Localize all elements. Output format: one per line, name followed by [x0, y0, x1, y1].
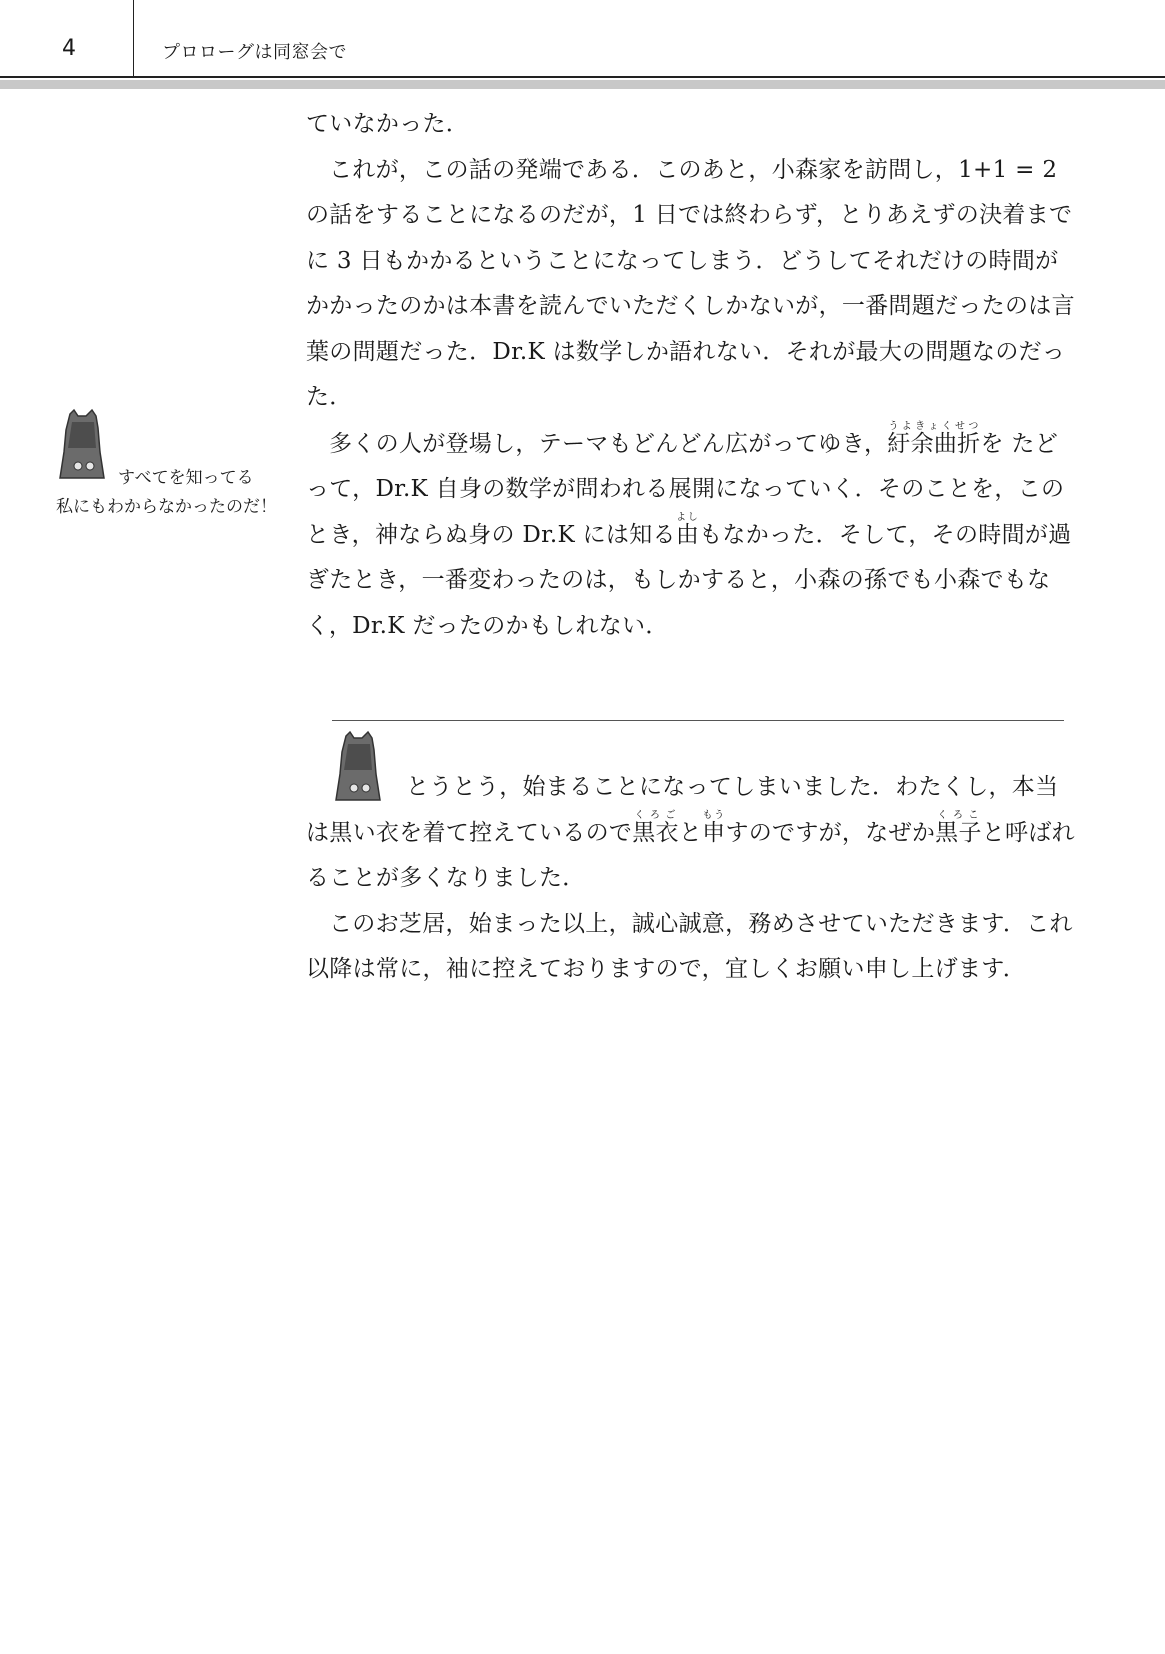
ruby-base: 由 [675, 521, 700, 548]
page-header [0, 0, 1165, 92]
ruby-reading: うよきょくせつ [887, 420, 981, 432]
header-rule [0, 76, 1165, 78]
kuroko-figure-icon [56, 408, 108, 482]
ruby-base: 申 [702, 819, 726, 846]
paragraph-1: これが，この話の発端である．このあと，小森家を訪問し，1+1 = 2 の話をすることになるのだが，1 日では終わらず，とりあえずの決着までに 3 日もかかるということになってしまう．どうしてそれだけの時間がかかったのかは本書を読んでいただくしかないが，一番問題だったのは言葉の問題だった．Dr.K は数学しか語れない．それが最大の問題なのだった． [306, 156, 1075, 410]
paragraph-2-part-c: もなかった．そして，その時間が過ぎたとき，一番変わったのは，もしかすると，小森の孫でも小森でもなく，Dr.K だったのかもしれない． [306, 521, 1072, 639]
ruby-reading: くろこ [935, 809, 982, 821]
ruby-reading: もう [702, 809, 726, 821]
ruby-mou [702, 809, 726, 846]
ruby-kuroko [935, 809, 982, 846]
kuroko-p1-part-a: とうとう，始まることになってしまいました．わたくし，本当は黒い衣を着て控えているので [306, 774, 1059, 846]
page-number: 4 [62, 36, 76, 61]
kuroko-paragraph-2: このお芝居，始まった以上，誠心誠意，務めさせていただきます．これ以降は常に，袖に控えておりますので，宜しくお願い申し上げます． [306, 910, 1073, 982]
ruby-base: 紆余曲折 [887, 430, 981, 457]
header-divider [133, 0, 134, 77]
paragraph-continuation: ていなかった． [306, 111, 470, 137]
ruby-reading: くろご [632, 809, 679, 821]
paragraph-2-part-a: 多くの人が登場し，テーマもどんどん広がってゆき， [329, 430, 888, 457]
kuroko-p1-part-c: すのですが，なぜか [725, 819, 936, 846]
running-title: プロローグは同窓会で [162, 42, 347, 63]
kuroko-paragraph-1 [306, 765, 1076, 902]
kuroko-section [306, 765, 1076, 993]
paragraph-2 [306, 421, 1076, 650]
paragraph-2-part-b: を たどって，Dr.K 自身の数学が問われる展開になっていく．そのことを，このとき，神ならぬ身の Dr.K には知る [306, 430, 1065, 548]
margin-note-rest: 私にもわからなかったのだ！ [56, 497, 277, 517]
margin-note [56, 408, 286, 522]
ruby-kurogo [632, 809, 679, 846]
section-separator [332, 720, 1064, 721]
main-text [306, 102, 1076, 649]
kuroko-p1-part-d: と呼ばれることが多くなりました． [306, 819, 1075, 891]
ruby-uyokyokusetsu [887, 420, 981, 457]
margin-note-line1: すべてを知ってる [118, 468, 254, 488]
ruby-base: 黒衣 [632, 819, 679, 846]
kuroko-p1-part-b: と [678, 819, 703, 846]
ruby-base: 黒子 [935, 819, 982, 846]
ruby-reading: よし [675, 511, 700, 523]
ruby-yoshi [675, 511, 700, 548]
header-shade-bar [0, 80, 1165, 89]
